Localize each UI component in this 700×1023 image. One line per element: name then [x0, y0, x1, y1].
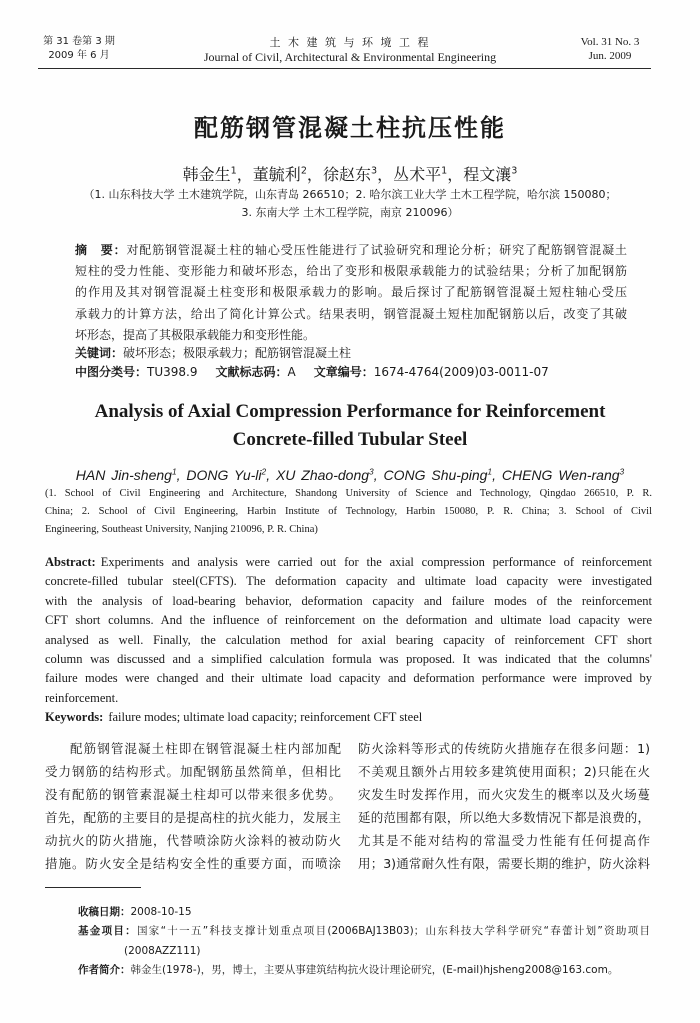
title-line: Concrete-filled Tubular Steel	[232, 429, 468, 450]
author-separator: ,	[176, 467, 187, 483]
keywords-text: failure modes; ultimate load capacity; reinforcement CFT steel	[108, 710, 423, 725]
clc-label: 中图分类号：	[75, 365, 148, 379]
affiliation-marker: 1	[171, 466, 177, 477]
abstract-line: analysed as well. Finally, the calculation method for axial bearing capacity of reinforcement CFT short	[45, 632, 652, 647]
abstract-line	[45, 553, 652, 572]
issue-date-en: Jun. 2009	[588, 50, 632, 62]
affiliation-marker: 3	[370, 165, 378, 177]
body-line: 延的范围都有限，所以绝大多数情况下都是浪费的，	[358, 810, 650, 825]
author-separator: ，	[306, 165, 323, 184]
affiliation-marker: 3	[619, 466, 625, 477]
author-list-cn	[0, 163, 700, 187]
affiliation-line: China; 2. School of Civil Engineering, Harbin Institute of Technology, Harbin 150080, P. R. China; 3. School of Civil	[45, 506, 652, 517]
keywords-label: 关键词：	[75, 346, 124, 360]
author-name: CHENG Wen-rang	[501, 467, 620, 483]
affiliation-line: （1. 山东科技大学 土木建筑学院，山东青岛 266510；2. 哈尔滨工业大学 土木工程学院，哈尔滨 150080；	[83, 188, 617, 201]
keywords-text: 破坏形态；极限承载力；配筋钢管混凝土柱	[123, 346, 352, 360]
clc-value: TU398.9	[147, 365, 198, 379]
affiliations-en	[45, 485, 652, 539]
author-name: DONG Yu-li	[186, 467, 262, 483]
body-line: 受力钢筋的结构形式。加配钢筋虽然简单，但相比	[45, 764, 341, 779]
author-name: 徐赵东	[322, 165, 371, 184]
abstract-en	[45, 553, 652, 728]
affiliation-line: (1. School of Civil Engineering and Architecture, Shandong University of Science and Technology, Qingdao 266510, P. R.	[45, 488, 652, 499]
author-name: 程文瀼	[463, 165, 512, 184]
received-label: 收稿日期：	[78, 906, 131, 918]
author-separator: ，	[236, 165, 253, 184]
funding-label: 基金项目：	[78, 925, 137, 938]
keywords-label: Keywords:	[45, 710, 104, 725]
abstract-label: Abstract:	[45, 555, 96, 569]
abstract-label: 摘 要：	[75, 243, 127, 257]
funding-note-continued: (2008AZZ111)	[124, 944, 201, 957]
abstract-line: 短柱的受力性能、变形能力和破坏形态，给出了变形和极限承载能力的试验结果；分析了加配钢筋	[75, 264, 627, 279]
author-separator: ,	[492, 467, 502, 483]
abstract-cn	[75, 240, 627, 346]
article-number	[314, 362, 549, 382]
abstract-line: CFT short columns. And the influence of reinforcement on the deformation and ultimate load capacity were	[45, 613, 652, 628]
article-number-value: 1674-4764(2009)03-0011-07	[373, 365, 549, 379]
abstract-line: concrete-filled tubular steel(CFTS). The deformation capacity and ultimate load capacity were investigated	[45, 574, 652, 589]
author-separator: ，	[377, 165, 394, 184]
affiliation-marker: 1	[487, 466, 493, 477]
affiliation-marker: 3	[369, 466, 374, 477]
keywords-en	[45, 708, 652, 727]
affiliation-line: 3. 东南大学 土木工程学院，南京 210096）	[241, 206, 459, 219]
abstract-line: reinforcement.	[45, 690, 119, 705]
body-line: 配筋钢管混凝土柱即在钢管混凝土柱内部加配	[70, 741, 341, 756]
article-number-label: 文章编号：	[313, 365, 374, 379]
issue-date-cn: 2009 年 6 月	[48, 50, 110, 61]
document-code-label: 文献标志码：	[215, 365, 288, 379]
abstract-line: 承载力的计算方法，给出了简化计算公式。结果表明，钢管混凝土短柱加配钢筋以后，改变了其破	[75, 306, 627, 321]
author-name: CONG Shu-ping	[383, 467, 488, 483]
author-bio	[78, 961, 650, 980]
footnotes	[78, 903, 650, 980]
title-line: Analysis of Axial Compression Performance for Reinforcement	[94, 401, 606, 422]
document-code	[215, 362, 295, 382]
journal-header	[150, 35, 550, 65]
body-line: 首先，配筋的主要目的是提高柱的抗火能力，发展主	[45, 810, 341, 825]
footnote-rule	[45, 887, 141, 888]
body-column-left	[45, 737, 341, 875]
author-name: XU Zhao-dong	[275, 467, 370, 483]
author-separator: ,	[373, 467, 384, 483]
author-name: 丛术平	[393, 165, 442, 184]
body-column-right	[358, 737, 650, 875]
received-value: 2008-10-15	[130, 906, 192, 918]
classification-line	[75, 362, 635, 382]
body-line: 尤其是不能对结构的常温受力性能有任何提高作	[358, 833, 650, 848]
body-line: 动抗火的防火措施，代替喷涂防火涂料的被动防火	[45, 833, 341, 848]
volume-number: Vol. 31 No. 3	[580, 36, 640, 48]
received-date	[78, 903, 650, 922]
affiliation-marker: 2	[261, 466, 267, 477]
document-code-value: A	[287, 365, 296, 379]
clc-number	[75, 362, 197, 382]
body-line: 灾发生时发挥作用，而火灾发生的概率以及火场蔓	[358, 787, 650, 802]
author-bio-label: 作者简介：	[78, 963, 131, 976]
funding-text: 国家“十一五”科技支撑计划重点项目(2006BAJ13B03)；山东科技大学科学研究“春蕾计划”资助项目	[136, 925, 650, 938]
header-rule	[38, 68, 651, 69]
affiliation-marker: 1	[230, 165, 237, 177]
affiliation-marker: 2	[300, 165, 307, 177]
journal-name-cn: 土 木 建 筑 与 环 境 工 程	[269, 36, 431, 49]
abstract-line: with the analysis of load-bearing behavior, deformation capacity and failure modes of the reinforcement	[45, 593, 652, 608]
abstract-line: failure modes were changed and their ultimate load capacity and deformation performance were improved by	[45, 671, 652, 686]
affiliation-marker: 3	[511, 165, 518, 177]
abstract-text: 对配筋钢管混凝土柱的轴心受压性能进行了试验研究和理论分析；研究了配筋钢管混凝土	[126, 243, 627, 257]
abstract-line: 坏形态，提高了其极限承载能力和变形性能。	[75, 327, 316, 342]
author-list-en	[20, 466, 680, 484]
affiliation-marker: 1	[441, 165, 448, 177]
issue-info-cn	[33, 35, 125, 63]
issue-info-en	[564, 35, 656, 63]
body-line: 不美观且额外占用较多建筑使用面积；2)只能在火	[358, 764, 650, 779]
journal-name-en: Journal of Civil, Architectural & Environmental Engineering	[203, 50, 497, 64]
author-name: 董毓利	[252, 165, 301, 184]
author-name: 韩金生	[182, 165, 231, 184]
author-separator: ,	[266, 467, 276, 483]
abstract-line: column was discussed and a simplified calculation formula was proposed. It was indicated that the columns'	[45, 652, 652, 667]
author-name: HAN Jin-sheng	[75, 467, 172, 483]
funding-note	[78, 922, 650, 941]
abstract-line	[75, 240, 627, 261]
affiliation-line: Engineering, Southeast University, Nanjing 210096, P. R. China)	[45, 524, 318, 535]
affiliations-cn	[60, 186, 640, 222]
abstract-text: Experiments and analysis were carried out for the axial compression performance of reinforcement	[100, 555, 652, 569]
volume-issue: 第 31 卷第 3 期	[43, 36, 115, 47]
keywords-cn	[75, 343, 627, 363]
author-bio-text: 韩金生(1978-)，男，博士，主要从事建筑结构抗火设计理论研究，(E-mail)hjsheng2008@163.com。	[130, 963, 619, 976]
body-line: 防火涂料等形式的传统防火措施存在很多问题：1)	[358, 741, 650, 756]
abstract-line: 的作用及其对钢管混凝土柱变形和极限承载力的影响。最后探讨了配筋钢管混凝土短柱轴心受压	[75, 285, 627, 300]
body-line: 用；3)通常耐久性有限，需要长期的维护，防火涂料	[358, 856, 650, 871]
author-separator: ，	[447, 165, 464, 184]
body-line: 措施。防火安全是结构安全性的重要方面，而喷涂	[45, 856, 341, 871]
body-line: 没有配筋的钢管素混凝土柱却可以带来很多优势。	[45, 787, 341, 802]
page-title-en	[0, 398, 700, 454]
page-title-cn: 配筋钢管混凝土柱抗压性能	[194, 114, 506, 142]
